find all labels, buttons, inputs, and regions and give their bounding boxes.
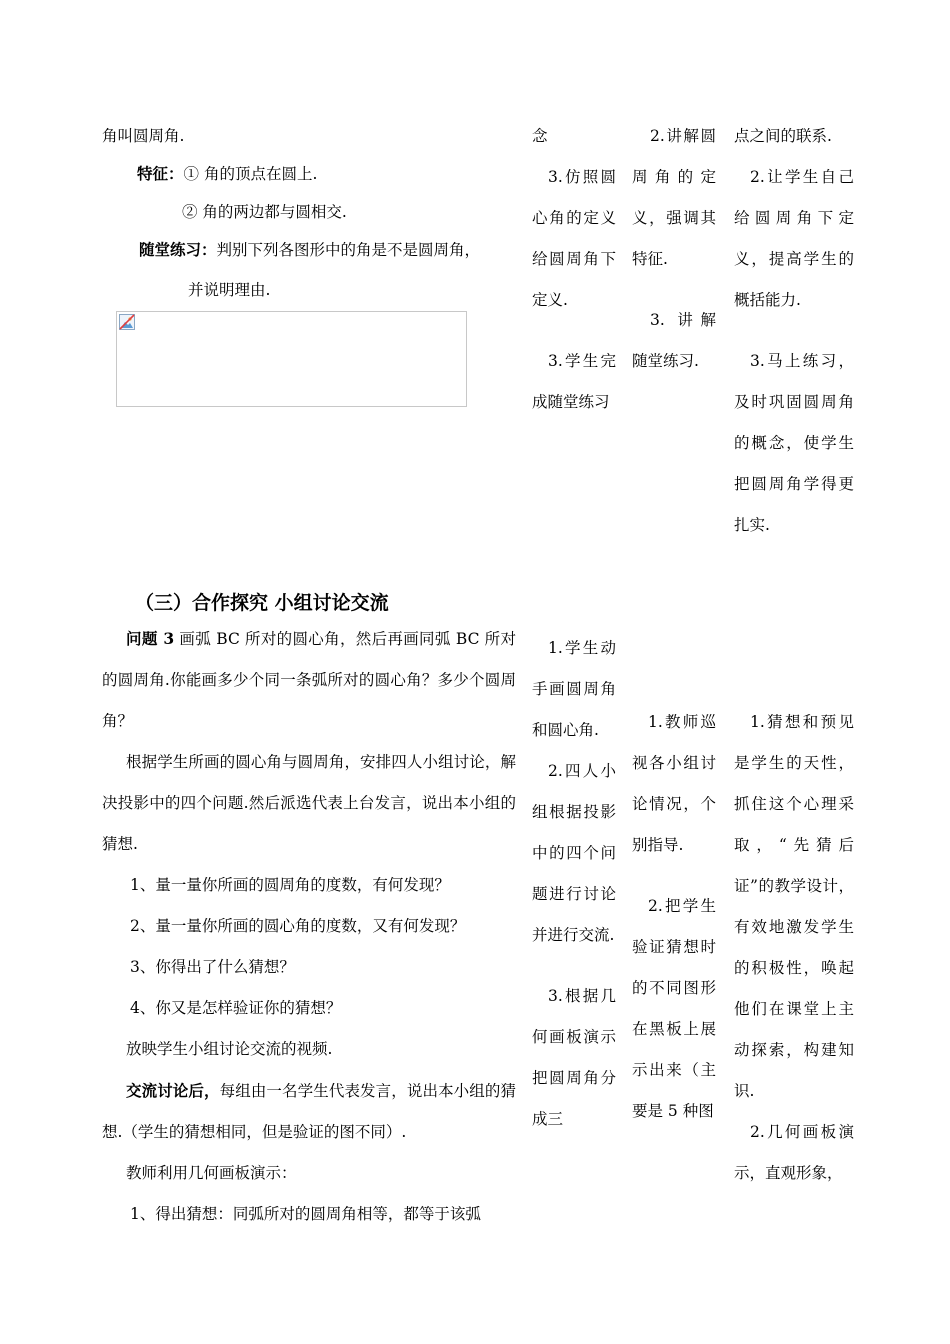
student-top-3: 3.学生完成随堂练习 <box>532 352 616 411</box>
teacher-top-1: 2.讲解圆周角的定义，强调其特征. <box>632 127 716 268</box>
intent-bottom-2: 2.几何画板演示，直观形象， <box>734 1123 854 1182</box>
section-heading: （三）合作探究 小组讨论交流 <box>135 592 389 614</box>
student-bottom-2: 2.四人小组根据投影中的四个问题进行讨论并进行交流. <box>532 762 616 944</box>
design-intent-bottom <box>734 702 854 1194</box>
problem-3 <box>102 618 516 742</box>
question-3: 3、你得出了什么猜想？ <box>130 958 295 976</box>
teacher-demo: 教师利用几何画板演示： <box>126 1164 297 1182</box>
practice-line <box>139 240 480 260</box>
problem-3-label: 问题 3 <box>126 629 175 648</box>
teacher-activity-top <box>632 116 716 382</box>
feature-line-1 <box>137 164 317 184</box>
student-top-1: 念 <box>532 127 548 145</box>
broken-image-icon <box>119 314 135 330</box>
feature-label: 特征： <box>137 164 184 183</box>
exchange-paragraph <box>102 1070 516 1153</box>
exchange-label: 交流讨论后， <box>126 1081 220 1100</box>
problem-3-text: 画弧 BC 所对的圆心角，然后再画同弧 BC 所对的圆周角.你能画多少个同一条弧所对的圆心角？多少个圆周角？ <box>102 630 516 730</box>
practice-text-2: 并说明理由. <box>188 281 271 299</box>
intent-top-3: 3.马上练习，及时巩固圆周角的概念，使学生把圆周角学得更扎实. <box>734 352 854 534</box>
question-1: 1、量一量你所画的圆周角的度数，有何发现？ <box>130 876 450 894</box>
question-2: 2、量一量你所画的圆心角的度数，又有何发现？ <box>130 917 466 935</box>
teacher-bottom-2: 2.把学生验证猜想时的不同图形在黑板上展示出来（主要是 5 种图 <box>632 897 716 1120</box>
feature-1: ① 角的顶点在圆上. <box>183 165 318 183</box>
discussion-arrangement: 根据学生所画的圆心角与圆周角，安排四人小组讨论，解决投影中的四个问题.然后派选代表上台发言，说出本小组的猜想. <box>102 753 516 853</box>
teacher-top-2: 3. 讲解随堂练习. <box>632 311 716 370</box>
definition-tail: 角叫圆周角. <box>102 127 185 145</box>
practice-figure-placeholder <box>116 311 467 407</box>
video-note: 放映学生小组讨论交流的视频. <box>126 1040 333 1058</box>
student-top-2: 3.仿照圆心角的定义给圆周角下定义. <box>532 168 616 309</box>
feature-2: ② 角的两边都与圆相交. <box>182 203 347 221</box>
teacher-activity-bottom <box>632 702 716 1132</box>
design-intent-top <box>734 116 854 546</box>
practice-text: 判别下列各图形中的角是不是圆周角， <box>216 241 481 259</box>
intent-top-2: 2.让学生自己给圆周角下定义，提高学生的概括能力. <box>734 168 854 309</box>
exchange-text: 每组由一名学生代表发言，说出本小组的猜想.（学生的猜想相同，但是验证的图不同）. <box>102 1082 516 1141</box>
intent-bottom-1: 1.猜想和预见是学生的天性，抓住这个心理采取，“先猜后证”的教学设计，有效地激发学生的积极性，唤起他们在课堂上主动探索，构建知识. <box>734 713 854 1100</box>
conclusion-1: 1、得出猜想：同弧所对的圆周角相等，都等于该弧 <box>130 1205 481 1223</box>
intent-top-1: 点之间的联系. <box>734 127 832 145</box>
student-bottom-3: 3.根据几何画板演示把圆周角分成三 <box>532 987 616 1128</box>
student-bottom-1: 1.学生动手画圆周角和圆心角. <box>532 639 616 739</box>
practice-label: 随堂练习： <box>139 240 217 259</box>
question-4: 4、你又是怎样验证你的猜想？ <box>130 999 342 1017</box>
student-activity-bottom <box>532 628 616 1140</box>
lesson-body <box>102 618 516 1235</box>
teacher-bottom-1: 1.教师巡视各小组讨论情况，个别指导. <box>632 713 716 854</box>
student-activity-top <box>532 116 616 423</box>
